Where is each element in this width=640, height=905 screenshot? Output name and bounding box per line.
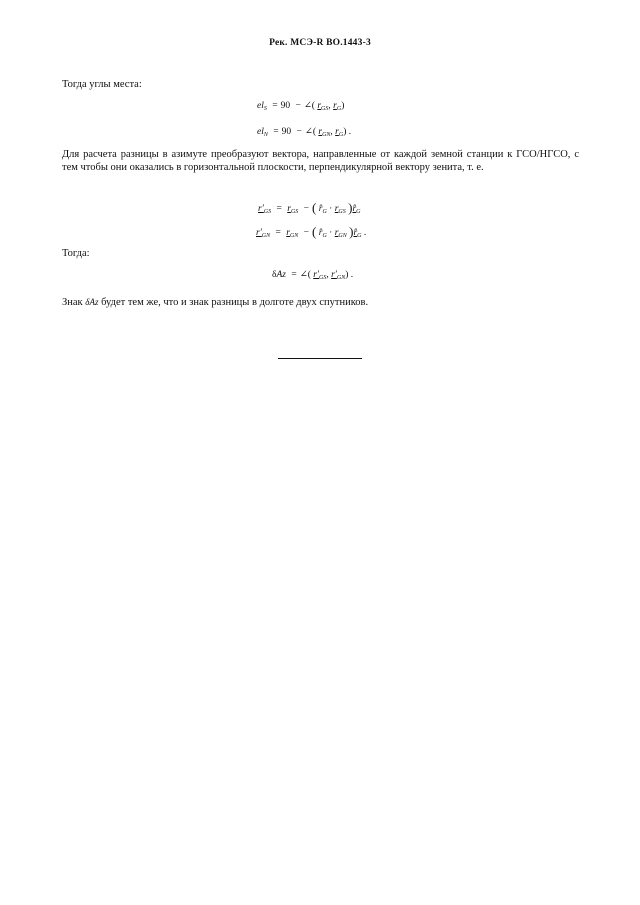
end-divider xyxy=(278,358,362,359)
equation-projection-gs: $r'_{GS} = r_{GS}$ − ( $r̂_G \cdot r_{GS}$ )$r̂_G$ xyxy=(258,200,361,215)
equation-azimuth-difference: δAz = ∠( $r'_{GS}$, $r'_{GN}$) . xyxy=(272,270,354,281)
page-header: Рек. МСЭ-R BO.1443-3 xyxy=(269,38,371,48)
paragraph-elevation-intro: Тогда углы места: xyxy=(62,79,142,90)
inline-delta-az: δAz xyxy=(85,297,99,307)
paragraph-azimuth-method: Для расчета разницы в азимуте преобразуют вектора, направленные от каждой земной станции к ГСО/НГСО, с тем чтобы они оказались в горизонтальной плоскости, перпендикулярной вектору зенита, т. е. xyxy=(62,149,579,173)
equation-elevation-s: $el_S = 90$ − ∠( $r_{GS}$, $r_G$) xyxy=(257,101,345,112)
equation-elevation-n: $el_N = 90$ − ∠( $r_{GN}$, $r_G$) . xyxy=(257,127,352,138)
paragraph-then: Тогда: xyxy=(62,248,90,259)
equation-projection-gn: $r'_{GN} = r_{GN}$ − ( $r̂_G \cdot r_{GN}$ )$r̂_G$ . xyxy=(256,224,367,239)
paragraph-sign-note: Знак δAz будет тем же, что и знак разницы в долготе двух спутников. xyxy=(62,297,369,308)
